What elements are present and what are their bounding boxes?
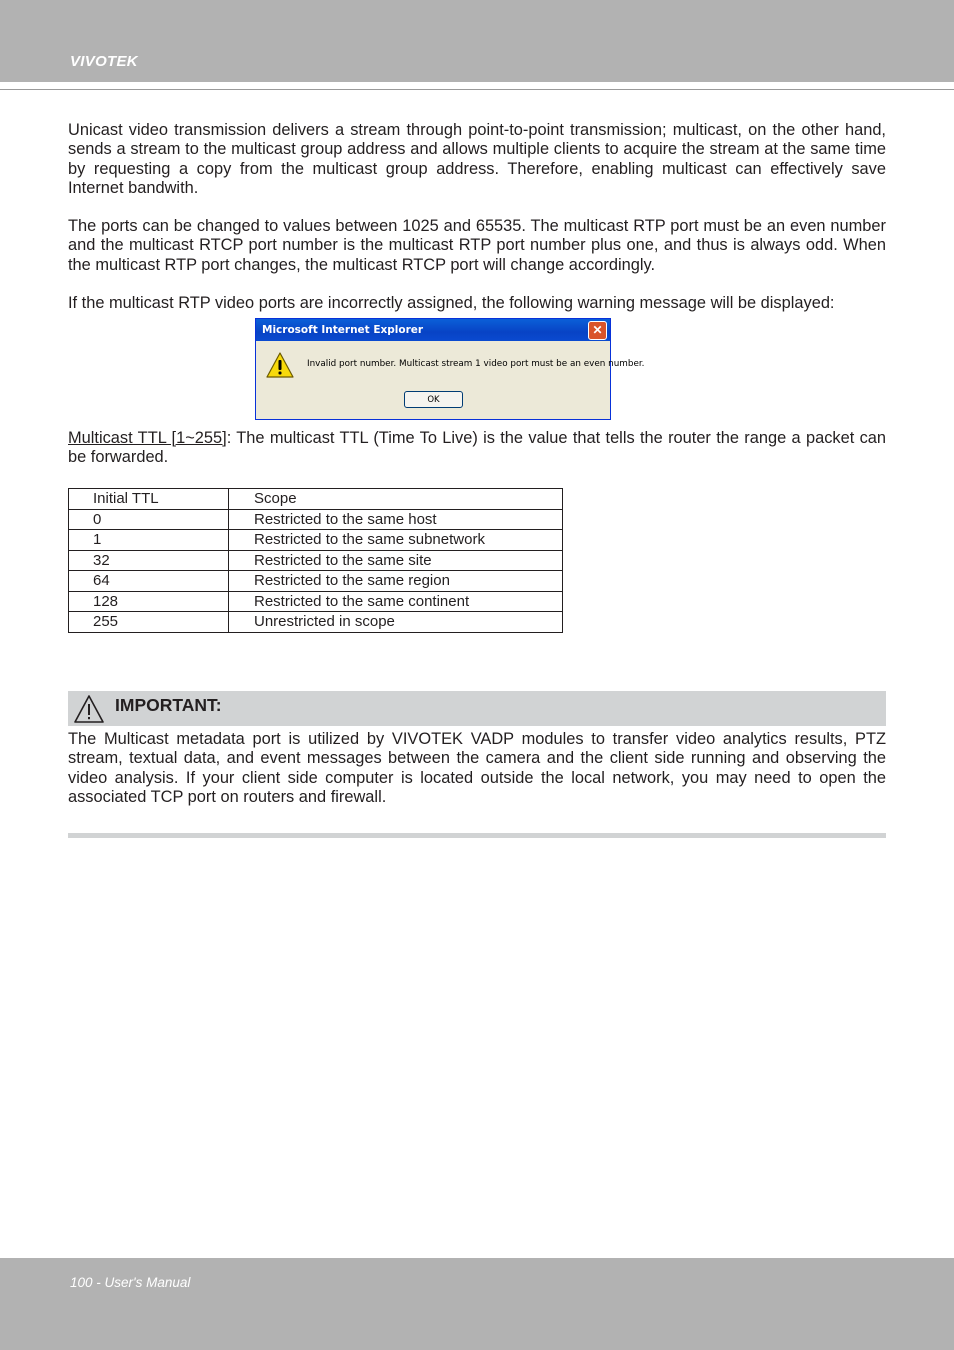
header-initial-ttl: Initial TTL [69, 489, 229, 510]
scope-value: Restricted to the same subnetwork [229, 530, 563, 551]
dialog-message: Invalid port number. Multicast stream 1 video port must be an even number. [307, 359, 645, 369]
ttl-description: : The multicast TTL (Time To Live) is the value that tells the router the range a packet can be forwarded. [68, 429, 887, 467]
warning-icon [266, 352, 294, 383]
ttl-value: 255 [69, 612, 229, 633]
section-divider [68, 833, 886, 838]
table-row [69, 509, 563, 530]
paragraph-ports: The ports can be changed to values between 1025 and 65535. The multicast RTP port must be an even number and the multicast RTCP port number is the multicast RTP port number plus one, and thus is always odd. When the multicast RTP port changes, the multicast RTCP port will change accordingly. [68, 217, 886, 274]
ttl-value: 64 [69, 571, 229, 592]
scope-value: Unrestricted in scope [229, 612, 563, 633]
ttl-field-label: Multicast TTL [1~255] [68, 429, 227, 447]
paragraph-unicast: Unicast video transmission delivers a stream through point-to-point transmission; multicast, on the other hand, sends a stream to the multicast group address and allows multiple clients to acquire the stream at the same time by requesting a copy from the multicast group address. Therefore, enabling multicast can effectively save Internet bandwith. [68, 121, 886, 197]
ttl-value: 128 [69, 591, 229, 612]
footer-band [0, 1258, 954, 1350]
close-icon[interactable]: ✕ [588, 321, 607, 340]
scope-value: Restricted to the same continent [229, 591, 563, 612]
header-band [0, 0, 954, 82]
page-number: 100 - User's Manual [70, 1275, 191, 1290]
ttl-paragraph [68, 429, 886, 468]
main-content [68, 121, 886, 313]
brand-name: VIVOTEK [70, 53, 138, 70]
important-text: The Multicast metadata port is utilized by VIVOTEK VADP modules to transfer video analytics results, PTZ stream, textual data, and event messages between the camera and the client side running and observing the video analysis. If your client side computer is located outside the local network, you may need to open the associated TCP port on routers and firewall. [68, 730, 886, 806]
table-row [69, 571, 563, 592]
table-row [69, 612, 563, 633]
scope-value: Restricted to the same host [229, 509, 563, 530]
table-row [69, 550, 563, 571]
ttl-scope-table [68, 488, 563, 633]
important-label: IMPORTANT: [115, 695, 222, 715]
ttl-value: 1 [69, 530, 229, 551]
header-scope: Scope [229, 489, 563, 510]
header-divider [0, 89, 954, 90]
scope-value: Restricted to the same site [229, 550, 563, 571]
table-header-row [69, 489, 563, 510]
table-row [69, 591, 563, 612]
ttl-value: 0 [69, 509, 229, 530]
warning-triangle-icon [73, 694, 105, 729]
ttl-value: 32 [69, 550, 229, 571]
table-row [69, 530, 563, 551]
scope-value: Restricted to the same region [229, 571, 563, 592]
paragraph-warning-intro: If the multicast RTP video ports are incorrectly assigned, the following warning message will be displayed: [68, 294, 835, 313]
dialog-title: Microsoft Internet Explorer [262, 324, 424, 336]
ok-button[interactable]: OK [404, 391, 463, 408]
ie-warning-dialog [255, 318, 645, 420]
dialog-titlebar [256, 319, 610, 341]
important-banner [68, 691, 886, 726]
